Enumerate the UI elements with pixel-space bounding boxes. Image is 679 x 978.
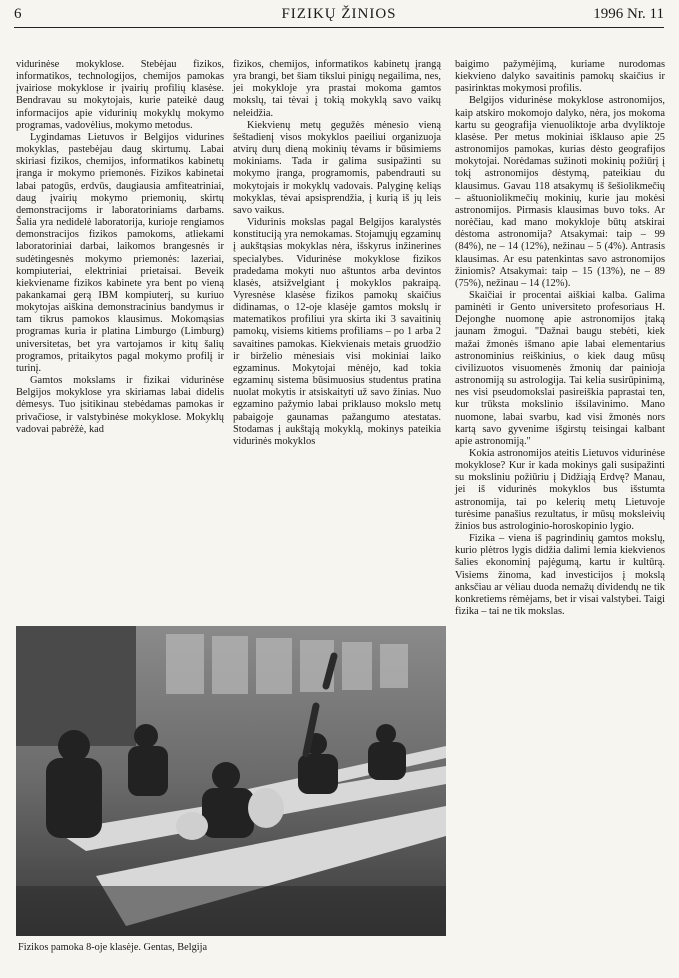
journal-title: FIZIKŲ ŽINIOS <box>281 6 397 22</box>
photo-caption: Fizikos pamoka 8-oje klasėje. Gentas, Belgija <box>18 942 208 953</box>
issue-label: 1996 Nr. 11 <box>593 6 664 22</box>
paragraph: Skaičiai ir procentai aiškiai kalba. Galima paminėti ir Gento universiteto profesoriaus H. Dejonghe nuomonę apie astronomijos įtaką jaunam žmogui. "Dažnai baugu stebėti, kiek mažai žmonės išmano apie labai elementarius astronominius reiškinius, o kiek daug mūsų civilizuotos visuomenės žmonių dar painioja astronomiją su astrologija. Tai kelia susirūpinimą, nes visi pseudomokslai pasireiškia paprastai ten, kur trūksta mokslinio išsilavinimo. Mano nuomone, labai svarbu, kad visi žmonės nors kartą savo gyvenime išgirstų teisingai kalbant apie astronomiją." <box>455 289 665 447</box>
page-number: 6 <box>14 6 22 22</box>
paragraph: Gamtos mokslams ir fizikai vidurinėse Belgijos mokyklose yra skiriamas labai didelis dėmesys. Tuo įsitikinau stebėdamas pamokas ir privačiose, ir valstybinėse mokyklose. Mokyklų vadovai pabrėžė, kad <box>16 375 224 435</box>
paragraph: vidurinėse mokyklose. Stebėjau fizikos, informatikos, technologijos, chemijos pamokas įvairiose mokyklose ir įvairių profilių klasėse. Bendravau su mokytojais, kurie pateikė daug informacijos apie vidurinių mokyklų mokymo programas, vadovėlius, mokymo metodus. <box>16 59 224 131</box>
paragraph: Kiekvienų metų gegužės mėnesio vieną šeštadienį visos mokyklos paeiliui organizuoja atvirų durų dieną mokinių tėvams ir būsimiems mokiniams. Tada ir galima susipažinti su mokymo įranga, programomis, pabendrauti su mokytojais ir mokyklų vadovais. Palyginę keliąs mokyklas, tėvai apsisprendžia, į kurią iš jų leis savo vaikus. <box>233 119 441 216</box>
paragraph: baigimo pažymėjimą, kuriame nurodomas kiekvieno dalyko savaitinis pamokų skaičius ir pasirinktas mokymosi profilis. <box>455 59 665 95</box>
paragraph: Belgijos vidurinėse mokyklose astronomijos, kaip atskiro mokomojo dalyko, nėra, jos mokoma kartu su geografija vienuoliktoje arba dvyliktoje klasėse. Per metus mokiniai išklauso apie 25 astronomijos pamokas, kurias dėsto geografijos mokytojai. Norėdamas sužinoti mokinių požiūrį į tokį astronomijos dėstymą, pateikiau du klausimus. Gavau 118 atsakymų iš šešiolikmečių – aštuoniolikmečių mokinių, kurie jau mokėsi astronomijos. Pirmasis klausimas buvo toks. Ar norėčiau, kad mano mokykloje būtų atskirai dėstoma astronomija? Atsakymai: taip – 99 (84%), ne – 14 (12%), nežinau – 5 (4%). Antrasis klausimas. Ar esu patenkintas savo astronomijos žiniomis? Atsakymai: taip – 15 (13%), ne – 89 (75%), nežinau – 14 (12%). <box>455 95 665 289</box>
text-column-3 <box>455 59 665 618</box>
paragraph: Fizika – viena iš pagrindinių gamtos mokslų, kurio plėtros lygis didžia dalimi lemia kiekvienos šalies ekonominį pajėgumą, kartu ir kultūrą. Visiems žinoma, kad investicijos į mokslą anksčiau ar vėliau duoda nemažų dividendų ne tik konkretiems rėmėjams, bet ir visai valstybei. Taigi fizika – tai ne tik mokslas. <box>455 533 665 618</box>
header-rule <box>14 27 664 28</box>
paragraph: Vidurinis mokslas pagal Belgijos karalystės konstituciją yra nemokamas. Stojamųjų egzaminų į aukštąsias mokyklas nėra, išskyrus inžinerines specialybes. Vidurinėse mokyklose fizikos pradedama mokyti nuo aštuntos arba devintos klasės, atsižvelgiant į mokyklos pakraipą. Vyresnėse klasėse fizikos pamokų skaičius didinamas, o 12-oje klasėje gamtos mokslų ir matematikos profiliui yra skirta iki 3 savaitinių pamokų, visiems kitiems profiliams – po 1 arba 2 savaitines pamokas. Kiekvienais metais gruodžio ir birželio mėnesiais visi mokiniai laiko egzaminus. Mokytojai mėnėjo, kad tokia egzaminų sistema būsimuosius studentus pratina nuolat mokytis ir atsiskaityti už savo žinias. Nuo egzamino pažymio labai priklauso mokslo metų pabaigoje gaunamas pažangumo atestatas. Stodamas į aukštąją mokyklą, mokinys pateikia vidurinės mokyklos <box>233 217 441 447</box>
paragraph: Kokia astronomijos ateitis Lietuvos vidurinėse mokyklose? Kur ir kada mokinys gali susipažinti su moksliniu požiūriu į Didžiąją Erdvę? Manau, jei iš vidurinės mokyklos bus išstumta astronomija, tai po kelerių metų Lietuvoje turėsime panašius rezultatus, ir mūsų moksleivių žinios bus astrologinio-horoskopinio lygio. <box>455 448 665 532</box>
text-column-1 <box>16 59 224 436</box>
paragraph: fizikos, chemijos, informatikos kabinetų įrangą yra brangi, bet šiam tikslui pinigų negailima, nes, jei mokykloje yra prastai mokoma gamtos mokslų, tai tėvai į tokią mokyklą savo vaikų neleidžia. <box>233 59 441 119</box>
paragraph: Lygindamas Lietuvos ir Belgijos vidurines mokyklas, pastebėjau daug skirtumų. Labai skiriasi fizikos, chemijos, informatikos kabinetų įranga ir mokymo priemonės. Fizikos kabinetai labai patogūs, erdvūs, daugiausia amfiteatriniai, daug įvairių mokymo priemonių, skirtų demonstracijoms ir laboratoriniams darbams. Šalia yra nedidelė laboratorija, kurioje rengiamos demonstracijos fizikos pamokoms, atliekami laboratoriniai darbai, laikomos brangesnės ir sudėtingesnės mokymo priemonės: lazeriai, kompiuteriai, elektriniai prietaisai. Beveik kiekviename fizikos kabinete yra bent po vieną pakankamai gerą IBM kompiuterį, su kuriuo mokytojas aiškina demonstracinius bandymus ir tam tikrus pamokos klausimus. Mokomąsias programas kuria ir platina Limburgo (Limburg) universitetas, bet yra vartojamos ir kitų šalių programos, pritaikytos pagal mokymo profilį ir turinį. <box>16 131 224 374</box>
classroom-photo <box>16 626 446 936</box>
page-header <box>14 6 664 28</box>
text-column-2 <box>233 59 441 448</box>
